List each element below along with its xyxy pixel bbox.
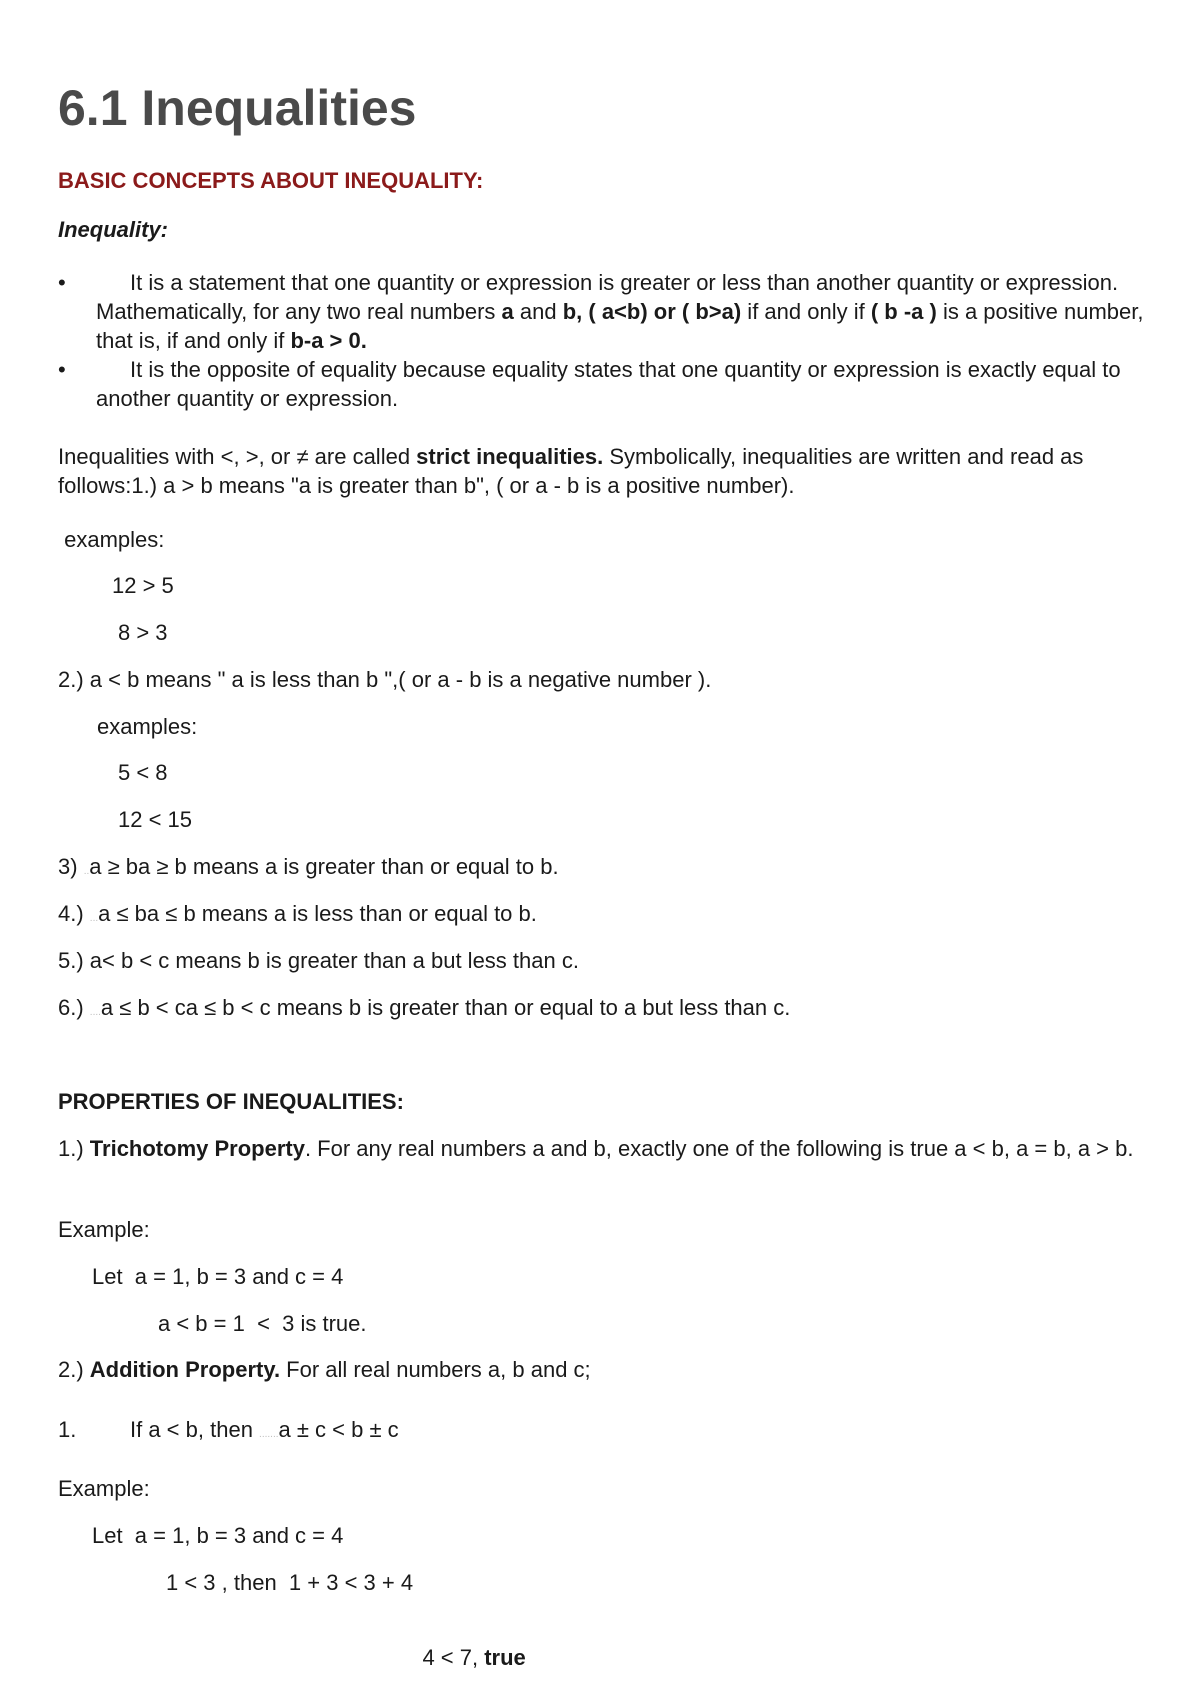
bullet-dot: • (58, 357, 66, 382)
bullet2-text: It is the opposite of equality because equality states that one quantity or expression is exactly equal to another quantity or expression. (96, 357, 1121, 411)
bullet1-bold-a: a (501, 299, 514, 324)
item-text: a ≤ b < ca ≤ b < c means b is greater than or equal to a but less than c. (100, 995, 791, 1020)
leader-dots: .. (83, 866, 90, 877)
rule-text-1: If a < b, then (130, 1417, 260, 1442)
strict-text-3: Symbolically, inequalities are written and read as follows:1.) a > b means "a is greater than b", ( or a - b is a positive number). (58, 444, 1084, 498)
item-less-equal (58, 899, 537, 933)
bullet1-bold-b: b, ( a<b) or ( b>a) (562, 299, 742, 324)
addition-rule (58, 1415, 399, 1449)
bullet1-bold-condition: b-a > 0. (290, 328, 367, 353)
trichotomy-property (58, 1134, 1148, 1163)
leader-dots: .... (89, 1007, 101, 1018)
item-greater-equal (58, 852, 559, 886)
item-number: 6.) (58, 995, 90, 1020)
result-true: true (484, 1645, 526, 1670)
addition-step: 1 < 3 , then 1 + 3 < 3 + 4 (166, 1570, 414, 1595)
rule-number: 1. (58, 1417, 77, 1442)
strict-text-1: Inequalities with <, >, or (58, 444, 297, 469)
list-item (58, 355, 1148, 413)
properties-heading: PROPERTIES OF INEQUALITIES: (58, 1089, 404, 1114)
strict-inequalities-term: strict inequalities. (416, 444, 604, 469)
rule-text-2: a ± c < b ± c (278, 1417, 399, 1442)
leader-dots: ... (89, 913, 99, 924)
bullet1-text-4: is a positive number, that is, if and only if (96, 299, 1144, 353)
inequality-label: Inequality: (58, 217, 169, 242)
leader-dots: ....... (259, 1429, 279, 1440)
item-text: a ≤ ba ≤ b means a is less than or equal to b. (98, 901, 537, 926)
strict-text-2: are called (308, 444, 417, 469)
trichotomy-text: . For any real numbers a and b, exactly one of the following is true a < b, a = b, a > b. (304, 1136, 1134, 1161)
bullet-dot: • (58, 270, 66, 295)
page-title: 6.1 Inequalities (58, 80, 417, 136)
bullet1-text-1: It is a statement that one quantity or expression is greater or less than another quantity or expression. Mathematically, for any two real numbers (96, 270, 1119, 324)
example-label: Example: (58, 1217, 150, 1242)
example-12-lt-15: 12 < 15 (118, 807, 193, 832)
trichotomy-term: Trichotomy Property (89, 1136, 305, 1161)
strict-inequalities-paragraph (58, 442, 1148, 500)
not-equal-symbol: ≠ (296, 444, 309, 469)
item-number: 1.) (58, 1136, 90, 1161)
examples-label: examples: (58, 527, 165, 552)
item-number: 3) (58, 854, 84, 879)
let-statement: Let a = 1, b = 3 and c = 4 (92, 1523, 344, 1548)
bullet1-text-3: if and only if (741, 299, 871, 324)
item-between-inclusive (58, 993, 790, 1027)
addition-term: Addition Property. (89, 1357, 281, 1382)
item-text: a ≥ ba ≥ b means a is greater than or equal to b. (89, 854, 559, 879)
bullet1-bold-expr: ( b -a ) (870, 299, 937, 324)
addition-text: For all real numbers a, b and c; (280, 1357, 591, 1382)
bullet1-text-2: and (513, 299, 563, 324)
result-text: 4 < 7, (422, 1645, 485, 1670)
example-label: Example: (58, 1476, 150, 1501)
item-between: 5.) a< b < c means b is greater than a but less than c. (58, 948, 579, 973)
let-statement: Let a = 1, b = 3 and c = 4 (92, 1264, 344, 1289)
list-item (58, 268, 1148, 355)
trichotomy-result: a < b = 1 < 3 is true. (158, 1311, 367, 1336)
item-number: 4.) (58, 901, 90, 926)
addition-property (58, 1355, 591, 1384)
inequality-bullet-list (58, 268, 1148, 413)
example-5-lt-8: 5 < 8 (118, 760, 168, 785)
basic-concepts-heading: BASIC CONCEPTS ABOUT INEQUALITY: (58, 168, 484, 193)
item-number: 2.) (58, 1357, 90, 1382)
example-8-gt-3: 8 > 3 (118, 620, 168, 645)
item-less-than: 2.) a < b means " a is less than b ",( or a - b is a negative number ). (58, 667, 712, 692)
example-12-gt-5: 12 > 5 (112, 573, 174, 598)
examples-label: examples: (97, 714, 198, 739)
addition-result (398, 1614, 526, 1701)
